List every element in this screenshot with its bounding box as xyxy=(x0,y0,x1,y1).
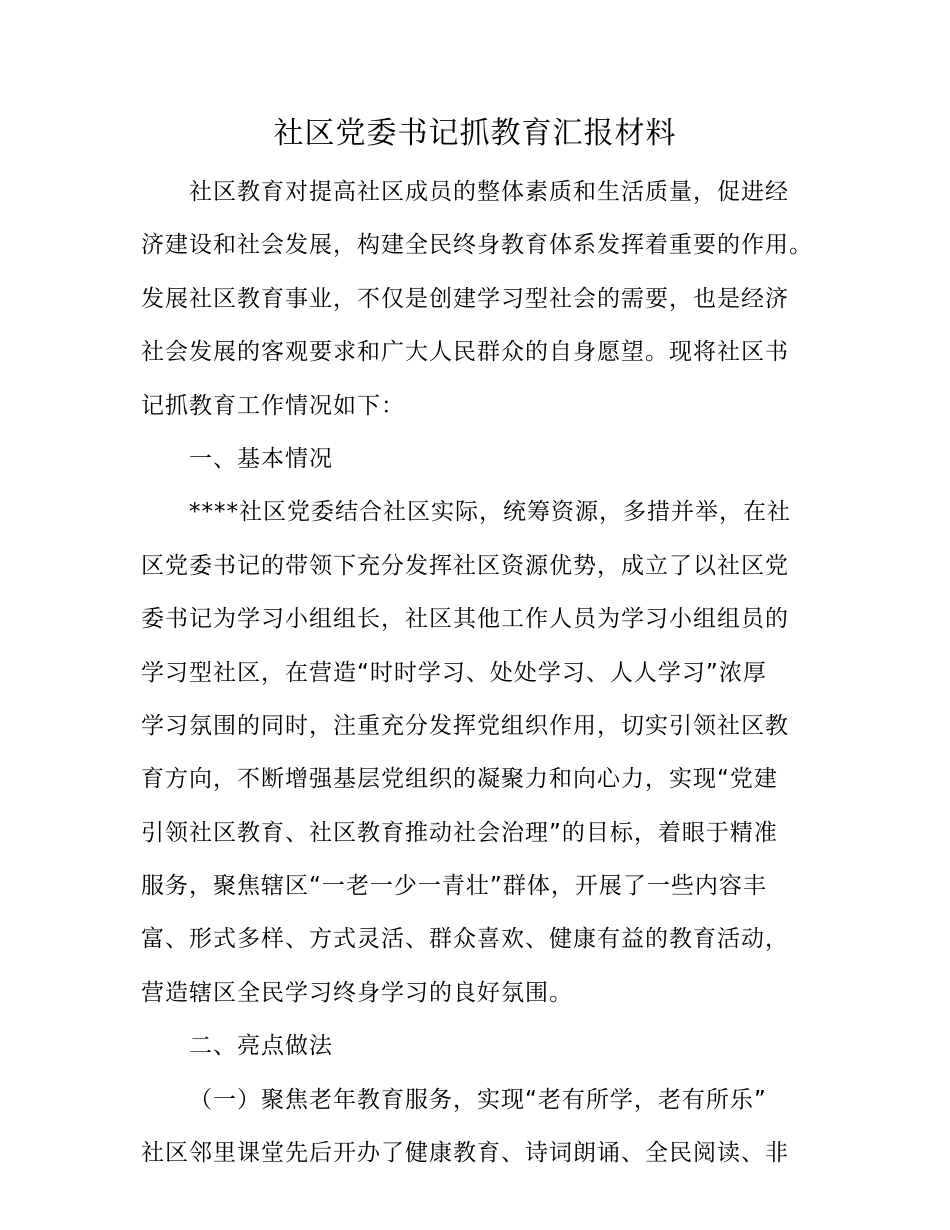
text-line: 记抓教育工作情况如下： xyxy=(141,392,405,419)
document-body xyxy=(141,166,821,1180)
text-line: 营造辖区全民学习终身学习的良好氛围。 xyxy=(141,979,573,1006)
section-heading: 二、亮点做法 xyxy=(189,1033,333,1060)
text-line: 服务，聚焦辖区“一老一少一青壮”群体，开展了一些内容丰 xyxy=(141,873,767,900)
document-title: 社区党委书记抓教育汇报材料 xyxy=(273,116,677,151)
text-line: 济建设和社会发展，构建全民终身教育体系发挥着重要的作用。 xyxy=(141,232,813,259)
subsection-heading: （一）聚焦老年教育服务，实现“老有所学，老有所乐” xyxy=(189,1086,767,1113)
text-line: 学习氛围的同时，注重充分发挥党组织作用，切实引领社区教 xyxy=(141,712,789,739)
text-line: 育方向，不断增强基层党组织的凝聚力和向心力，实现“党建 xyxy=(141,766,778,793)
section-heading: 一、基本情况 xyxy=(189,445,333,472)
text-line: 区党委书记的带领下充分发挥社区资源优势，成立了以社区党 xyxy=(141,552,789,579)
text-line: 引领社区教育、社区教育推动社会治理”的目标，着眼于精准 xyxy=(141,819,778,846)
text-line: 发展社区教育事业，不仅是创建学习型社会的需要，也是经济 xyxy=(141,285,789,312)
text-line: 社区邻里课堂先后开办了健康教育、诗词朗诵、全民阅读、非 xyxy=(141,1140,789,1167)
text-line: 富、形式多样、方式灵活、群众喜欢、健康有益的教育活动， xyxy=(141,926,789,953)
text-line: 学习型社区，在营造“时时学习、处处学习、人人学习”浓厚 xyxy=(141,659,767,686)
text-line: 社区教育对提高社区成员的整体素质和生活质量，促进经 xyxy=(189,179,789,205)
text-line: 委书记为学习小组组长，社区其他工作人员为学习小组组员的 xyxy=(141,606,789,633)
text-line: 社会发展的客观要求和广大人民群众的自身愿望。现将社区书 xyxy=(141,339,789,366)
text-line: ****社区党委结合社区实际，统筹资源，多措并举，在社 xyxy=(189,499,791,526)
